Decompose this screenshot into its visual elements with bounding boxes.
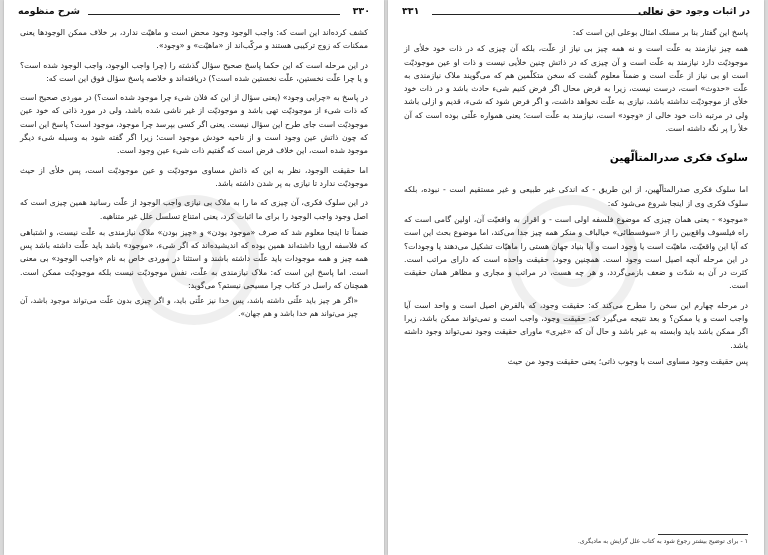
- left-page: [4, 0, 384, 555]
- paragraph: اما سلوک فکری صدرالمتألّهین، از این طریق - که اندکی غیر طبیعی و غیر مستقیم است - نبوده، بلکه سلوک فکری وی از اینجا شروع می‌شود که:: [404, 185, 748, 208]
- running-title: شرح منظومه: [18, 6, 81, 17]
- running-title: در اثبات وجود حق تعالی: [637, 6, 750, 17]
- paragraph: در پاسخ به «چرایی وجود» (یعنی سؤال از این که فلان شیء چرا موجود شده است؟) در موردی صحیح است که ذات شیء از موجودیّت تهی باشد و موجودیّت از غیر ناشی شده باشد، ولی در مورد ذاتی که خود عین موجودیّت است جای طرح این سؤال نیست. یعنی اگر کسی بپرسد چرا موجود، موجود است؟ پاسخ این است که چون ذاتش عین وجود است و از ناحیه خودش موجود است؛ زیرا اگر گفته شود به وسیله شیء دیگر موجود شده است، این خلاف فرض است که گفتیم ذات شیء عین وجود است.: [20, 93, 368, 156]
- paragraph: در مرحله چهارم این سخن را مطرح می‌کند که: حقیقت وجود، که بالفرض اصیل است و واحد است آیا واجب است و یا ممکن؟ و بعد نتیجه می‌گیرد که: حقیقت وجود، واجب است و نمی‌تواند ممکن باشد، زیرا اگر ممکن باشد باید وابسته به غیر باشد و حال آن که «غیری» ماورای حقیقت وجود نمی‌تواند وجود داشته باشد.: [404, 300, 748, 350]
- right-page: [388, 0, 764, 555]
- footnote-text: ۱ - برای توضیح بیشتر رجوع شود به کتاب علل گرایش به مادیگری.: [577, 538, 748, 545]
- paragraph: پس حقیقت وجود مساوی است با وجوب ذاتی؛ یعنی حقیقت وجود من حیث: [507, 356, 748, 366]
- header-rule: [88, 14, 340, 15]
- paragraph: کشف کرده‌اند این است که: واجب الوجود وجود محض است و ماهیّت ندارد، بر خلاف ممکن الوجودها یعنی ممکنات که زوج ترکیبی هستند و مرکّب‌اند از «ماهیّت» و «وجود».: [20, 28, 368, 51]
- left-page-header: [18, 6, 370, 20]
- paragraph: اما حقیقت الوجود، نظر به این که ذاتش مساوی موجودیّت و عین موجودیّت است، پس خلأی از حیث موجودیّت ندارد تا نیازی به پر شدن داشته باشد.: [20, 165, 368, 188]
- footnote: [404, 534, 748, 545]
- paragraph: «موجود» - یعنی همان چیزی که موضوع فلسفه اولی است - و اقرار به واقعیّت آن، اولین گامی است که راه فیلسوف واقع‌بین را از «سوفسطائی» خیالباف و منکر همه چیز جدا می‌کند، اما موضوع بحث این است که آیا این واقعیّت، ماهیّت است یا وجود است و آیا بنیاد جهان هستی را ماهیّات تشکیل می‌دهند یا وجودات؟ در این مرحله آنچه اصیل است وجود است. همچنین وجود، حقیقت واحده است که دارای مراتب است. کثرت در آن به شدّت و ضعف بازمی‌گردد، و هر چه هست، در مراتب و مجاری و مظاهر همان حقیقت است.: [404, 214, 748, 291]
- paragraph: در این سلوک فکری، آن چیزی که ما را به ملاک بی نیازی واجب الوجود از علّت رسانید همین چیزی است که اصل وجود واجب الوجود را برای ما اثبات کرد، یعنی امتناع تسلسل علل غیر متناهیه.: [20, 198, 368, 221]
- right-page-body: [404, 26, 748, 371]
- section-title: سلوک فکری صدرالمتألّهین: [609, 152, 748, 165]
- right-page-header: [402, 6, 750, 20]
- left-page-body: [20, 26, 368, 323]
- paragraph: همه چیز نیازمند به علّت است و نه همه چیز بی نیاز از علّت، بلکه آن چیزی که در ذات خود خلأی از موجودیّت دارد نیازمند به علّت است و آن چیزی که در ذاتش چنین خلأیی نیست و ذات او عین موجودیّت است او بی نیاز از علّت است و ضمناً معلوم گشت که سخن متکلّمین هم که می‌گویند ملاک نیازمندی به علّت «حدوث» است، درست نیست، زیرا به فرض محال اگر فرض کنیم شیء حادث باشد و در ذات خود خلأی از موجودیّت نداشته باشد، نیازی به علّت نخواهد داشت، و اگر فرض شود که شیء، قدیم و ازلی باشد ولی در مرتبه ذات خود خالی از «وجود» است، نیازمند به علّت است؛ یعنی همواره علّتی بوده است که آن خلأ را پر نگه داشته است.: [404, 44, 748, 134]
- paragraph: پاسخ این گفتار بنا بر مسلک امثال بوعلی این است که:: [572, 28, 748, 37]
- paragraph: در این مرحله است که این حکما پاسخ صحیح سؤال گذشته را (چرا واجب الوجود، واجب الوجود شده است؟ و یا چرا علّت نخستین، علّت نخستین شده است؟) دریافته‌اند و خلاصه پاسخ سؤال فوق این است که:: [20, 60, 368, 83]
- header-rule: [432, 14, 662, 15]
- quote: «اگر هر چیز باید علّتی داشته باشد، پس خدا نیز علّتی باید، و اگر چیزی بدون علّت می‌تواند موجود باشد، آن چیز می‌تواند هم خدا باشد و هم جهان».: [20, 296, 358, 318]
- footnote-rule: [658, 534, 748, 535]
- paragraph: ضمناً تا اینجا معلوم شد که صرف «موجود بودن» و «چیز بودن» ملاک نیازمندی به علّت نیست، و اشتباهی که فلاسفه اروپا داشته‌اند همین بوده که اندیشیده‌اند که اگر شیء، «موجود» باشد باید علّت داشته باشد پس همه چیز و همه موجودات باید علّت داشته باشند و استثنا در موردی خاص به نام «واجب الوجود» بی معنی است. اما پاسخ این است که: ملاک نیازمندی به علّت، نفس موجودیّت نیست بلکه موجودیّت ممکن است. همچنان که راسل در کتاب چرا مسیحی نیستم؟ می‌گوید:: [20, 227, 368, 291]
- page-number: ۳۳۰: [352, 6, 370, 17]
- page-number: ۳۳۱: [402, 6, 420, 17]
